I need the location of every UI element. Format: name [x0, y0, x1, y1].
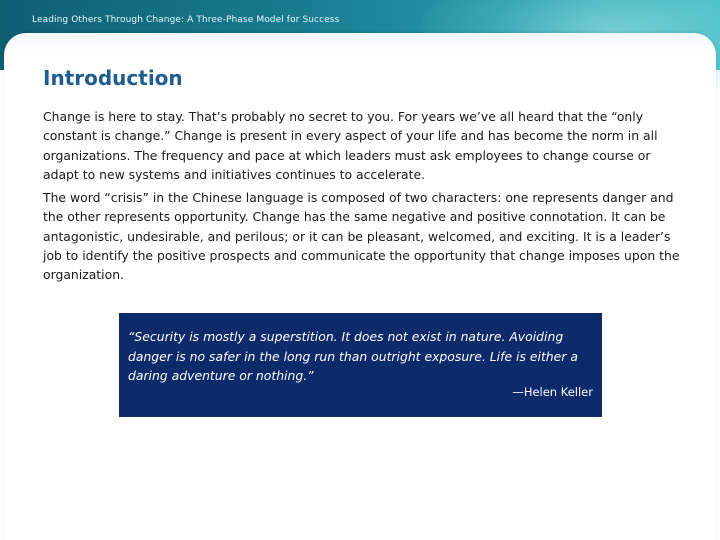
- section-title: Introduction: [43, 66, 183, 90]
- header-title: Leading Others Through Change: A Three-Phase Model for Success: [32, 15, 340, 25]
- quote-attribution: —Helen Keller: [512, 385, 593, 399]
- quote-text: “Security is mostly a superstition. It does not exist in nature. Avoiding danger is no safer in the long run than outright exposure. Life is either a daring adventure or nothing.”: [128, 329, 578, 383]
- quote-box: [119, 313, 602, 417]
- body-paragraph-1: Change is here to stay. That’s probably no secret to you. For years we’ve all heard that the “only constant is change.” Change is present in every aspect of your life and has become the norm in all organizations. The frequency and pace at which leaders must ask employees to change course or adapt to new systems and initiatives continues to accelerate.: [43, 109, 658, 182]
- body-paragraph-2: The word “crisis” in the Chinese language is composed of two characters: one represents danger and the other represents opportunity. Change has the same negative and positive connotation. It can be antagonistic, undesirable, and perilous; or it can be pleasant, welcomed, and exciting. It is a leader’s job to identify the positive prospects and communicate the opportunity that change imposes upon the organization.: [43, 190, 680, 283]
